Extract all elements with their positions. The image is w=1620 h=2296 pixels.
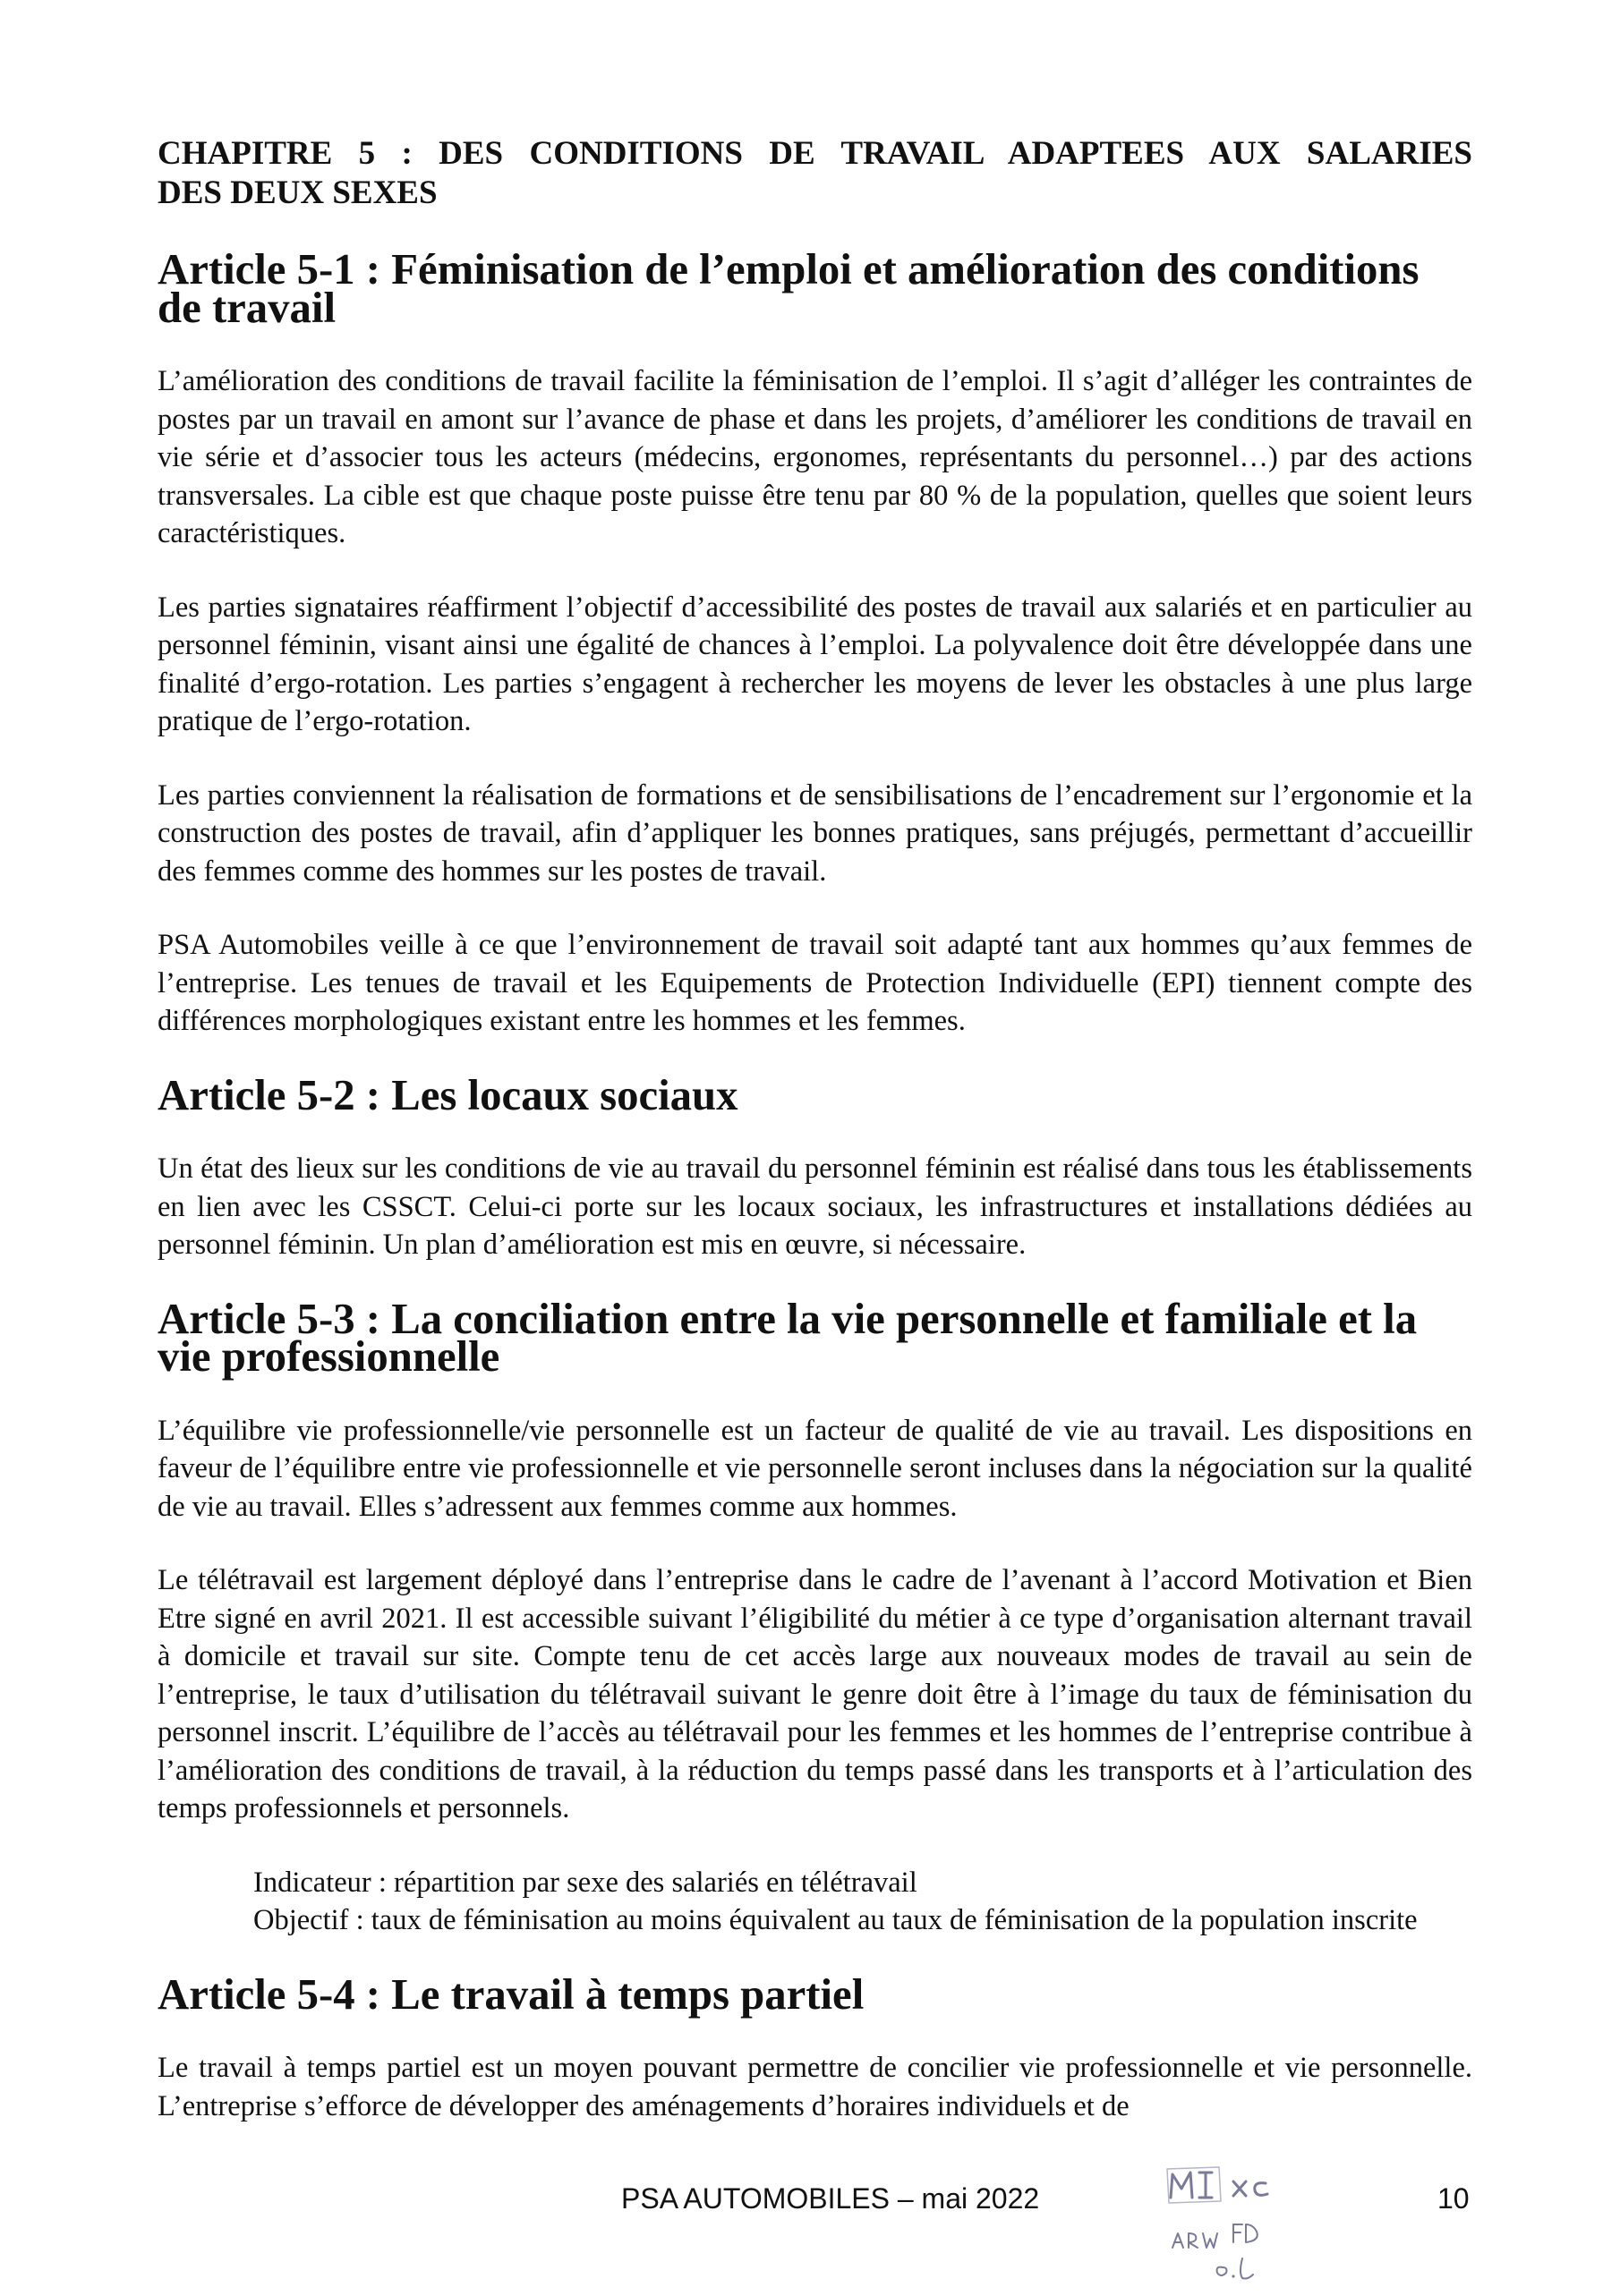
article-5-4-paragraph-1: Le travail à temps partiel est un moyen pouvant permettre de concilier vie professionnelle et vie personnelle. L’entreprise s’efforce de développer des aménagements d’horaires individuels et de	[158, 2052, 1472, 2122]
article-5-1-paragraph-2: Les parties signataires réaffirment l’objectif d’accessibilité des postes de travail aux salariés et en particulier au personnel féminin, visant ainsi une égalité de chances à l’emploi. La polyvalence doit être développée dans une finalité d’ergo-rotation. Les parties s’engagent à rechercher les moyens de lever les obstacles à une plus large pratique de l’ergo-rotation.	[158, 591, 1472, 737]
handwritten-initials	[1160, 2162, 1339, 2296]
article-5-2-paragraph-1: Un état des lieux sur les conditions de vie au travail du personnel féminin est réalisé dans tous les établissements en lien avec les CSSCT. Celui-ci porte sur les locaux sociaux, les infrastructures et installations dédiées au personnel féminin. Un plan d’amélioration est mis en œuvre, si nécessaire.	[158, 1152, 1472, 1261]
article-5-3-title: Article 5-3 : La conciliation entre la vie personnelle et familiale et la vie professionnelle	[158, 1294, 1418, 1381]
article-5-1-title: Article 5-1 : Féminisation de l’emploi et amélioration des conditions de travail	[158, 245, 1420, 332]
chapter-title-line-2: DES DEUX SEXES	[158, 174, 438, 211]
objective-line: Objectif : taux de féminisation au moins équivalent au taux de féminisation de la population inscrite	[253, 1904, 1418, 1936]
chapter-title-line-1: CHAPITRE 5 : DES CONDITIONS DE TRAVAIL ADAPTEES AUX SALARIES	[158, 135, 1472, 172]
article-5-2-title: Article 5-2 : Les locaux sociaux	[158, 1070, 738, 1119]
article-5-1-paragraph-4: PSA Automobiles veille à ce que l’environnement de travail soit adapté tant aux hommes qu’aux femmes de l’entreprise. Les tenues de travail et les Equipements de Protection Individuelle (EPI) tiennent compte des différences morphologiques existant entre les hommes et les femmes.	[158, 929, 1472, 1037]
article-5-3-paragraph-2: Le télétravail est largement déployé dans l’entreprise dans le cadre de l’avenant à l’accord Motivation et Bien Etre signé en avril 2021. Il est accessible suivant l’éligibilité du métier à ce type d’organisation alternant travail à domicile et travail sur site. Compte tenu de cet accès large aux nouveaux modes de travail au sein de l’entreprise, le taux d’utilisation du télétravail suivant le genre doit être à l’image du taux de féminisation du personnel inscrit. L’équilibre de l’accès au télétravail pour les femmes et les hommes de l’entreprise contribue à l’amélioration des conditions de travail, à la réduction du temps passé dans les transports et à l’articulation des temps professionnels et personnels.	[158, 1564, 1472, 1824]
article-5-1-paragraph-3: Les parties conviennent la réalisation de formations et de sensibilisations de l’encadrement sur l’ergonomie et la construction des postes de travail, afin d’appliquer les bonnes pratiques, sans préjugés, permettant d’accueillir des femmes comme des hommes sur les postes de travail.	[158, 778, 1472, 888]
article-5-4-title: Article 5-4 : Le travail à temps partiel	[158, 1969, 865, 2019]
article-5-1-paragraph-1: L’amélioration des conditions de travail facilite la féminisation de l’emploi. Il s’agit d’alléger les contraintes de postes par un travail en amont sur l’avance de phase et dans les projets, d’améliorer les conditions de travail en vie série et d’associer tous les acteurs (médecins, ergonomes, représentants du personnel…) par des actions transversales. La cible est que chaque poste puisse être tenu par 80 % de la population, quelles que soient leurs caractéristiques.	[158, 365, 1472, 549]
indicator-line: Indicateur : répartition par sexe des salariés en télétravail	[253, 1866, 917, 1899]
page-footer	[0, 2177, 1620, 2222]
page-number: 10	[1437, 2182, 1470, 2215]
chapter-title	[158, 134, 1472, 213]
indicator-block	[253, 1864, 1472, 1940]
footer-company-date: PSA AUTOMOBILES – mai 2022	[621, 2182, 1040, 2215]
document-page	[158, 134, 1472, 2125]
article-5-3-paragraph-1: L’équilibre vie professionnelle/vie personnelle est un facteur de qualité de vie au travail. Les dispositions en faveur de l’équilibre entre vie professionnelle et vie personnelle seront incluses dans la négociation sur la qualité de vie au travail. Elles s’adressent aux femmes comme aux hommes.	[158, 1414, 1472, 1523]
